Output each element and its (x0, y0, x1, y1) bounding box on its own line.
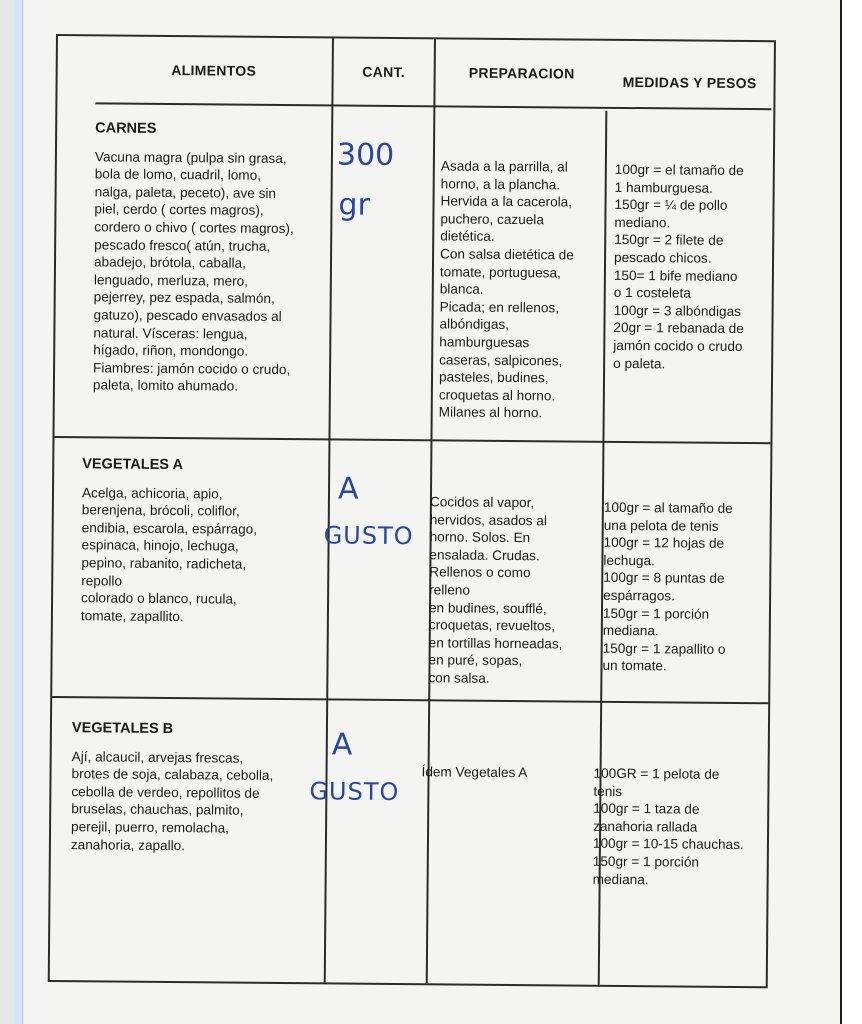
text-line: relleno (429, 582, 471, 598)
text-line: berenjena, brócoli, coliflor, (81, 502, 240, 519)
text-line: un tomate. (602, 658, 667, 674)
text-line: pasteles, budines, (438, 369, 549, 386)
text-line: mediano. (614, 214, 671, 231)
carnes-medidas-cell (613, 161, 771, 373)
vegetales-a-medidas-cell (602, 499, 764, 676)
text-line: paleta, lomito ahumado. (92, 377, 239, 394)
text-line: dietética. (440, 228, 495, 245)
text-line: pescado chicos. (614, 249, 712, 266)
text-line: mediana. (602, 622, 659, 639)
text-line: Vacuna magra (pulpa sin grasa, (94, 148, 287, 166)
header-preparacion: PREPARACION (468, 64, 575, 82)
text-line: jamón cocido o crudo (613, 337, 743, 354)
text-line: Con salsa dietética de (440, 246, 574, 263)
text-line: pepino, rabanito, radicheta, (81, 555, 247, 572)
header-alimentos: ALIMENTOS (171, 62, 257, 79)
page-right-edge (840, 0, 862, 1024)
text-line: en budines, soufflé, (428, 599, 547, 616)
text-line: 100gr = el tamaño de (614, 161, 744, 179)
carnes-alimentos-cell (93, 120, 327, 396)
text-line: abadejo, brótola, caballa, (93, 254, 246, 271)
text-line: Cocidos al vapor, (429, 494, 535, 511)
text-line: Rellenos o como (429, 564, 531, 581)
carnes-preparacion-cell (439, 157, 605, 422)
text-line: tomate, portuguesa, (439, 263, 561, 280)
header-cant: CANT. (362, 63, 406, 81)
text-line: en tortillas horneadas, (428, 635, 563, 652)
text-line: pejerrey, pez espada, salmón, (93, 289, 275, 307)
text-line: nalga, paleta, peceto), ave sin (94, 184, 277, 201)
text-line: 100GR = 1 pelota de (593, 765, 720, 782)
text-line: bola de lomo, cuadril, lomo, (94, 166, 262, 183)
handwritten-unit: GUSTO (323, 521, 414, 551)
measures-list (593, 765, 764, 890)
text-line: hamburguesas (439, 334, 530, 351)
text-line: blanca. (439, 281, 484, 297)
text-line: tomate, zapallito. (80, 607, 184, 624)
food-table (48, 34, 776, 988)
text-line: 100gr = 12 hojas de (603, 534, 725, 552)
text-line: Asada a la parrilla, al (440, 158, 568, 175)
measures-list (613, 161, 771, 373)
text-line: natural. Vísceras: lengua, (93, 324, 248, 342)
food-list (93, 148, 327, 396)
text-line: puchero, cazuela (440, 211, 545, 228)
text-line: Hervida a la cacerola, (440, 193, 573, 210)
binding-strip (14, 0, 23, 1024)
vegetales-a-preparacion-cell (428, 493, 600, 688)
text-line: caseras, salpicones, (439, 351, 563, 368)
handwritten-unit: gr (338, 187, 371, 223)
text-line: perejil, puerro, remolacha, (71, 819, 230, 836)
preparation-list (428, 493, 600, 688)
text-line: o paleta. (613, 355, 666, 371)
handwritten-quantity: A (331, 727, 353, 763)
row-divider (52, 696, 768, 704)
text-line: 150= 1 bife mediano (613, 267, 738, 284)
text-line: hervidos, asados al (429, 511, 547, 528)
vegetales-b-alimentos-cell (71, 720, 324, 855)
text-line: albóndigas, (439, 316, 510, 333)
text-line: 150gr = 1 porción (602, 605, 710, 622)
text-line: Acelga, achicoria, apio, (81, 484, 223, 502)
text-line: Ají, alcaucil, arvejas frescas, (71, 748, 244, 766)
text-line: o 1 costeleta (613, 285, 691, 301)
handwritten-unit: GUSTO (309, 777, 400, 807)
text-line: horno, a la plancha. (440, 175, 561, 192)
text-line: croquetas, revueltos, (428, 617, 556, 634)
text-line: 100gr = 10-15 chauchas. (592, 836, 744, 853)
text-line: repollo (81, 572, 123, 589)
text-line: espinaca, hinojo, lechuga, (81, 537, 239, 554)
text-line: zanahoria, zapallo. (70, 836, 186, 853)
section-title: VEGETALES A (82, 456, 184, 474)
text-line: colorado o blanco, rucula, (81, 590, 237, 607)
section-title: CARNES (95, 120, 157, 137)
vegetales-b-preparacion-cell (421, 763, 595, 782)
vegetales-a-alimentos-cell (81, 456, 324, 626)
food-list (71, 748, 324, 856)
text-line: 1 hamburguesa. (614, 179, 713, 196)
text-line: tenis (593, 783, 623, 799)
text-line: Milanes al horno. (438, 404, 543, 421)
food-list (81, 484, 324, 627)
text-line: croquetas al horno. (438, 387, 556, 404)
text-line: endibia, escarola, espárrago, (81, 520, 258, 537)
text-line: zanahoria rallada (593, 818, 698, 835)
text-line: 20gr = 1 rebanada de (613, 320, 744, 337)
text-line: gatuzo), pescado envasados al (93, 307, 282, 324)
text-line: horno. Solos. En (429, 529, 531, 546)
text-line: 150gr = 1 porción (592, 853, 700, 870)
text-line: 150gr = 2 filete de (614, 232, 724, 249)
text-line: en puré, sopas, (428, 652, 523, 669)
header-medidas: MEDIDAS Y PESOS (622, 73, 757, 92)
text-line: Fiambres: jamón cocido o crudo, (93, 360, 291, 377)
text-line: 100gr = 8 puntas de (603, 570, 725, 587)
handwritten-quantity: 300 (336, 137, 395, 173)
preparation-list (439, 157, 605, 422)
text-line: 150gr = ¼ de pollo (614, 197, 728, 214)
measures-list (602, 499, 764, 676)
text-line: Ídem Vegetales A (421, 764, 528, 781)
text-line: brotes de soja, calabaza, cebolla, (71, 766, 274, 784)
text-line: cordero o chivo ( cortes magros), (94, 219, 294, 237)
text-line: ensalada. Crudas. (429, 547, 540, 564)
text-line: mediana. (592, 871, 649, 887)
text-line: 100gr = 1 taza de (593, 800, 700, 817)
text-line: 150gr = 1 zapallito o (602, 640, 726, 657)
text-line: lenguado, merluza, mero, (93, 272, 249, 289)
row-divider (54, 436, 770, 444)
text-line: lechuga. (603, 552, 655, 569)
handwritten-quantity: A (337, 471, 359, 507)
text-line: pescado fresco( atún, trucha, (94, 236, 271, 254)
text-line: espárragos. (603, 587, 675, 604)
text-line: Picada; en rellenos, (439, 299, 560, 316)
text-line: 100gr = al tamaño de (603, 499, 733, 516)
preparation-list (421, 763, 595, 782)
text-line: con salsa. (428, 670, 490, 686)
text-line: 100gr = 3 albóndigas (613, 302, 742, 319)
vegetales-b-medidas-cell (593, 765, 764, 890)
text-line: piel, cerdo ( cortes magros), (94, 201, 264, 219)
text-line: una pelota de tenis (603, 517, 719, 534)
text-line: hígado, riñon, mondongo. (93, 342, 249, 359)
text-line: cebolla de verdeo, repollitos de (71, 783, 260, 801)
section-title: VEGETALES B (71, 720, 174, 738)
text-line: bruselas, chauchas, palmito, (71, 801, 244, 819)
